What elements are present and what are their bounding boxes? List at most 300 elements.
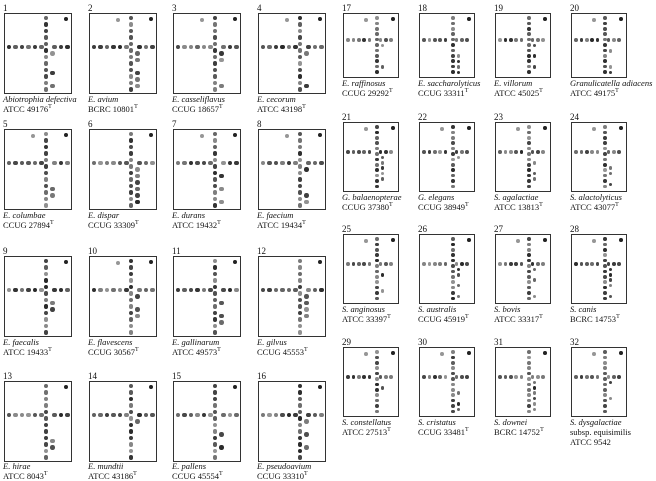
probe-spot [129, 197, 134, 202]
probe-spot [50, 71, 55, 76]
probe-spot [533, 268, 537, 272]
type-strain-mark: T [302, 220, 306, 227]
probe-spot [609, 166, 613, 170]
accession-number: ATCC 43077 [570, 202, 616, 212]
probe-spot [533, 278, 537, 282]
probe-spot [617, 150, 621, 154]
probe-spot [26, 413, 31, 418]
probe-spot [213, 203, 218, 208]
probe-spot [213, 259, 218, 264]
probe-spot [520, 150, 524, 154]
probe-spot [527, 237, 531, 241]
probe-spot [381, 156, 385, 160]
probe-spot [457, 71, 461, 75]
probe-spot [389, 375, 393, 379]
probe-spot [228, 288, 233, 293]
probe-spot [137, 161, 142, 166]
probe-spot [543, 126, 547, 130]
probe-spot [498, 150, 502, 154]
strain-accession [257, 220, 306, 230]
probe-spot [541, 375, 545, 379]
probe-spot [592, 18, 596, 22]
probe-spot [44, 384, 49, 389]
probe-spot [44, 184, 49, 189]
accession-number: CCUG 30567 [88, 347, 135, 357]
probe-spot [444, 262, 448, 266]
probe-spot [375, 291, 379, 295]
probe-spot [50, 439, 55, 444]
probe-spot [531, 150, 535, 154]
species-name: S. downei [494, 417, 528, 427]
probe-spot [219, 445, 224, 450]
probe-spot [527, 275, 531, 279]
strain-accession [570, 88, 652, 98]
probe-spot [527, 163, 531, 167]
probe-spot [609, 268, 613, 272]
probe-spot [313, 288, 318, 293]
probe-spot [135, 71, 140, 76]
probe-spot [451, 168, 455, 172]
accession-number: CCUG 38949 [418, 202, 465, 212]
probe-spot [135, 193, 140, 198]
probe-spot [64, 385, 69, 390]
probe-spot [261, 161, 266, 166]
probe-spot [213, 171, 218, 176]
panel-number: 19 [494, 3, 503, 13]
probe-spot [195, 45, 200, 50]
probe-spot [438, 262, 442, 266]
probe-spot [527, 185, 531, 189]
probe-spot [129, 61, 134, 66]
panel-number: 30 [418, 337, 427, 347]
strain-accession [342, 202, 402, 212]
probe-spot [527, 174, 531, 178]
probe-spot [433, 262, 437, 266]
species-name: E. pseudoavium [257, 461, 312, 471]
panel-caption [342, 78, 393, 98]
type-strain-mark: T [43, 471, 48, 478]
probe-spot [189, 413, 194, 418]
probe-spot [189, 288, 194, 293]
probe-spot [451, 185, 455, 189]
probe-spot [261, 45, 266, 50]
probe-spot [274, 161, 279, 166]
probe-spot [118, 45, 123, 50]
probe-spot [200, 18, 205, 23]
probe-spot [375, 388, 379, 392]
probe-spot [26, 161, 31, 166]
probe-spot [39, 45, 44, 50]
probe-spot [391, 351, 395, 355]
probe-spot [298, 138, 303, 143]
species-name: Granulicatella adiacens [570, 78, 653, 88]
probe-spot [150, 161, 155, 166]
probe-spot [44, 317, 49, 322]
type-strain-mark: T [539, 202, 543, 209]
probe-spot [451, 297, 455, 301]
probe-spot [144, 45, 149, 50]
probe-spot [357, 150, 361, 154]
probe-spot [527, 253, 531, 257]
probe-spot [208, 413, 213, 418]
probe-spot [609, 284, 613, 288]
probe-spot [375, 131, 379, 135]
hybridization-array-image [343, 234, 399, 304]
species-name: S. anginosus [342, 304, 385, 314]
panel-number: 16 [257, 371, 266, 381]
probe-spot [603, 253, 607, 257]
probe-spot [189, 45, 194, 50]
probe-spot [176, 413, 181, 418]
probe-spot [129, 35, 134, 40]
hybridization-array-image [173, 129, 241, 210]
species-name: E. saccharolyticus [418, 78, 481, 88]
probe-spot [543, 17, 547, 21]
probe-spot [92, 45, 97, 50]
probe-spot [129, 390, 134, 395]
probe-spot [213, 403, 218, 408]
probe-spot [352, 38, 356, 42]
probe-spot [44, 442, 49, 447]
probe-spot [527, 65, 531, 69]
probe-spot [527, 22, 531, 26]
type-strain-mark: T [134, 104, 138, 111]
probe-spot [59, 413, 64, 418]
probe-spot [111, 288, 116, 293]
probe-spot [451, 70, 455, 74]
probe-spot [428, 375, 432, 379]
probe-spot [7, 45, 12, 50]
hybridization-array-image [4, 13, 72, 94]
hybridization-array-image [571, 234, 627, 304]
panel-caption [342, 304, 391, 324]
probe-spot [298, 436, 303, 441]
probe-spot [504, 150, 508, 154]
probe-spot [129, 384, 134, 389]
probe-spot [389, 38, 393, 42]
probe-spot [129, 449, 134, 454]
probe-spot [362, 262, 366, 266]
probe-spot [375, 286, 379, 290]
accession-number: BCRC 14753 [570, 314, 617, 324]
probe-spot [603, 43, 607, 47]
hybridization-array-image [495, 347, 551, 417]
probe-spot [280, 413, 285, 418]
probe-spot [129, 132, 134, 137]
probe-spot [609, 172, 613, 176]
probe-spot [129, 436, 134, 441]
probe-spot [536, 150, 540, 154]
panel-caption [418, 78, 480, 98]
probe-spot [304, 84, 309, 89]
probe-spot [428, 150, 432, 154]
probe-spot [44, 35, 49, 40]
probe-spot [213, 74, 218, 79]
panel-number: 12 [257, 246, 266, 256]
probe-spot [603, 388, 607, 392]
probe-spot [375, 393, 379, 397]
probe-spot [451, 179, 455, 183]
probe-spot [451, 59, 455, 63]
probe-spot [129, 259, 134, 264]
probe-spot [13, 288, 18, 293]
probe-spot [455, 38, 459, 42]
accession-number: ATCC 9542 [570, 437, 611, 447]
type-strain-mark: T [465, 427, 469, 434]
probe-spot [451, 410, 455, 414]
probe-spot [375, 237, 379, 241]
probe-spot [195, 161, 200, 166]
probe-spot [44, 164, 49, 169]
probe-spot [451, 163, 455, 167]
probe-spot [509, 150, 513, 154]
probe-spot [451, 243, 455, 247]
probe-spot [44, 74, 49, 79]
probe-spot [619, 351, 623, 355]
probe-spot [375, 248, 379, 252]
type-strain-mark: T [135, 347, 139, 354]
hybridization-array-image [495, 234, 551, 304]
probe-spot [298, 298, 303, 303]
type-strain-mark: T [465, 202, 469, 209]
probe-spot [368, 38, 372, 42]
probe-spot [527, 243, 531, 247]
probe-spot [543, 351, 547, 355]
species-name: E. villorum [494, 78, 533, 88]
probe-spot [298, 442, 303, 447]
probe-spot [129, 145, 134, 150]
type-strain-mark: T [539, 88, 543, 95]
accession-number: ATCC 43186 [88, 471, 134, 481]
probe-spot [375, 185, 379, 189]
probe-spot [298, 330, 303, 335]
probe-spot [451, 174, 455, 178]
probe-spot [219, 84, 224, 89]
probe-spot [44, 272, 49, 277]
panel-number: 9 [3, 246, 8, 256]
hybridization-array-image [419, 347, 475, 417]
probe-spot [536, 262, 540, 266]
probe-spot [52, 413, 57, 418]
probe-spot [213, 29, 218, 34]
type-strain-mark: T [48, 347, 52, 354]
probe-spot [457, 284, 461, 288]
probe-spot [379, 150, 383, 154]
probe-spot [533, 402, 537, 406]
probe-spot [527, 27, 531, 31]
probe-spot [364, 18, 368, 22]
probe-spot [451, 43, 455, 47]
probe-spot [381, 386, 385, 390]
strain-accession [88, 104, 138, 114]
probe-spot [44, 311, 49, 316]
probe-spot [213, 190, 218, 195]
probe-spot [527, 179, 531, 183]
species-name: E. raffinosus [342, 78, 386, 88]
probe-spot [375, 270, 379, 274]
strain-accession [570, 437, 631, 447]
probe-spot [44, 390, 49, 395]
panel-number: 7 [172, 119, 177, 129]
probe-spot [274, 288, 279, 293]
probe-spot [144, 161, 149, 166]
probe-spot [457, 54, 461, 58]
probe-spot [33, 161, 38, 166]
probe-spot [375, 168, 379, 172]
species-name: S. dysgalactiae [570, 417, 622, 427]
probe-spot [213, 68, 218, 73]
probe-spot [603, 32, 607, 36]
species-name: E. gilvus [257, 337, 287, 347]
probe-spot [92, 413, 97, 418]
probe-spot [527, 49, 531, 53]
probe-spot [129, 151, 134, 156]
panel-number: 22 [418, 112, 427, 122]
probe-spot [603, 16, 607, 20]
probe-spot [603, 383, 607, 387]
probe-spot [467, 351, 471, 355]
probe-spot [368, 150, 372, 154]
probe-spot [44, 48, 49, 53]
probe-spot [213, 158, 218, 163]
probe-spot [596, 150, 600, 154]
probe-spot [149, 17, 154, 22]
probe-spot [375, 179, 379, 183]
probe-spot [129, 29, 134, 34]
probe-spot [533, 172, 537, 176]
probe-spot [451, 125, 455, 129]
probe-spot [129, 55, 134, 60]
probe-spot [298, 324, 303, 329]
probe-spot [13, 161, 18, 166]
probe-spot [304, 301, 309, 306]
hybridization-array-image [571, 122, 627, 192]
probe-spot [176, 161, 181, 166]
probe-spot [44, 42, 49, 47]
probe-spot [451, 22, 455, 26]
probe-spot [609, 278, 613, 282]
probe-spot [52, 288, 57, 293]
probe-spot [7, 413, 12, 418]
probe-spot [135, 314, 140, 319]
probe-spot [422, 375, 426, 379]
probe-spot [65, 161, 70, 166]
probe-spot [304, 294, 309, 299]
probe-spot [465, 150, 469, 154]
probe-spot [527, 32, 531, 36]
probe-spot [129, 16, 134, 21]
probe-spot [527, 383, 531, 387]
probe-spot [280, 288, 285, 293]
probe-spot [520, 262, 524, 266]
probe-spot [33, 288, 38, 293]
probe-spot [536, 38, 540, 42]
probe-spot [304, 419, 309, 424]
panel-number: 31 [494, 337, 503, 347]
probe-spot [592, 239, 596, 243]
probe-spot [455, 150, 459, 154]
probe-spot [298, 151, 303, 156]
probe-spot [451, 237, 455, 241]
probe-spot [44, 197, 49, 202]
species-name: E. gallinarum [172, 337, 220, 347]
species-name: S. canis [570, 304, 597, 314]
probe-spot [304, 314, 309, 319]
probe-spot [457, 391, 461, 395]
probe-spot [65, 413, 70, 418]
probe-spot [298, 265, 303, 270]
probe-spot [451, 275, 455, 279]
probe-spot [202, 161, 207, 166]
panel-number: 11 [172, 246, 181, 256]
probe-spot [129, 265, 134, 270]
panel-number: 4 [257, 3, 262, 13]
probe-spot [375, 125, 379, 129]
probe-spot [306, 288, 311, 293]
probe-spot [44, 87, 49, 92]
type-strain-mark: T [304, 347, 308, 354]
probe-spot [603, 280, 607, 284]
probe-spot [234, 413, 239, 418]
panel-caption [494, 78, 543, 98]
accession-number: CCUG 33310 [257, 471, 304, 481]
panel-caption [172, 94, 225, 114]
probe-spot [44, 81, 49, 86]
probe-spot [375, 275, 379, 279]
probe-spot [298, 203, 303, 208]
probe-spot [129, 190, 134, 195]
probe-spot [298, 403, 303, 408]
type-strain-mark: T [50, 220, 54, 227]
probe-spot [287, 45, 292, 50]
probe-spot [467, 126, 471, 130]
type-strain-mark: T [387, 314, 391, 321]
probe-spot [233, 133, 238, 138]
probe-spot [129, 48, 134, 53]
strain-accession [172, 347, 221, 357]
probe-spot [527, 350, 531, 354]
probe-spot [234, 161, 239, 166]
probe-spot [129, 164, 134, 169]
probe-spot [603, 70, 607, 74]
probe-spot [527, 141, 531, 145]
panel-caption [342, 192, 402, 212]
species-name: S. australis [418, 304, 457, 314]
probe-spot [44, 291, 49, 296]
probe-spot [298, 397, 303, 402]
probe-spot [609, 397, 613, 401]
probe-spot [298, 390, 303, 395]
probe-spot [451, 280, 455, 284]
species-name: E. pallens [172, 461, 206, 471]
probe-spot [451, 27, 455, 31]
probe-spot [527, 270, 531, 274]
probe-spot [381, 177, 385, 181]
probe-spot [213, 330, 218, 335]
probe-spot [533, 391, 537, 395]
probe-spot [603, 275, 607, 279]
probe-spot [298, 158, 303, 163]
probe-spot [129, 87, 134, 92]
accession-number: ATCC 49573 [172, 347, 218, 357]
probe-spot [422, 38, 426, 42]
probe-spot [603, 291, 607, 295]
probe-spot [129, 177, 134, 182]
probe-spot [457, 268, 461, 272]
species-name: E. hirae [3, 461, 31, 471]
hybridization-array-image [495, 122, 551, 192]
probe-spot [221, 288, 226, 293]
